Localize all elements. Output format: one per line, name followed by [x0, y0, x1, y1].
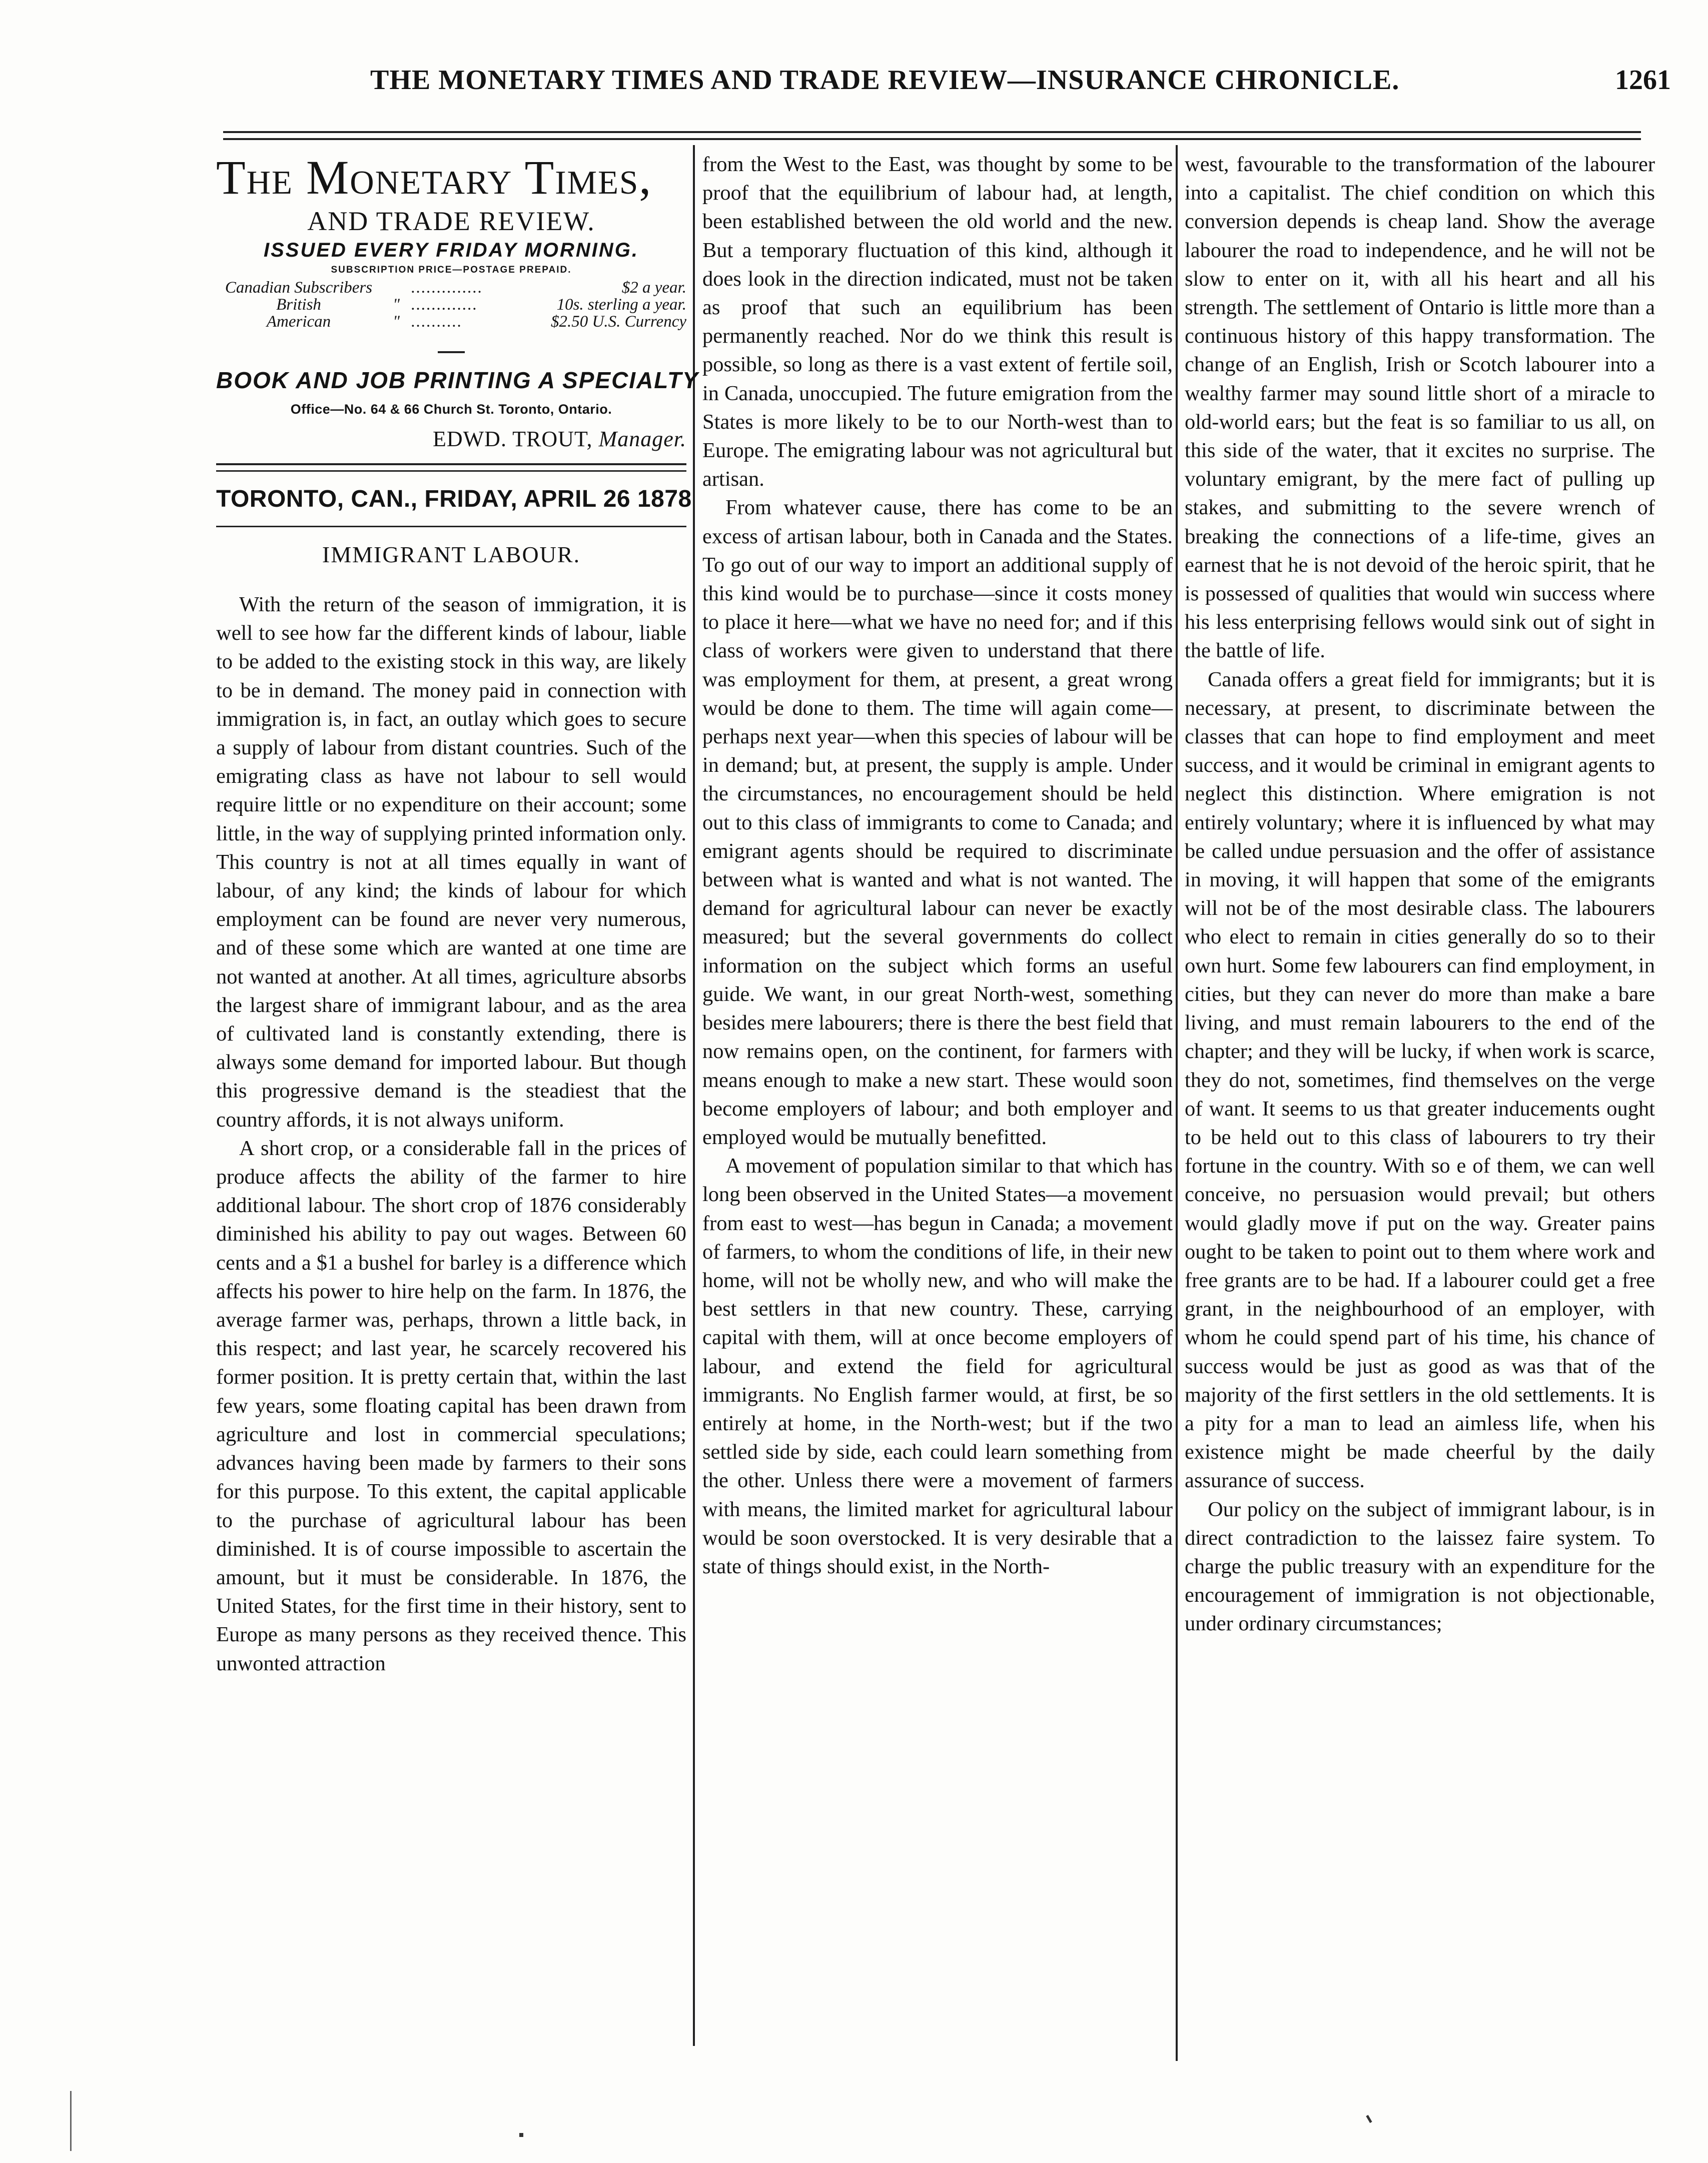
rate-price: $2 a year. — [621, 279, 686, 297]
article-paragraph: A movement of population similar to that which has long been observed in the United States—a movement from east to west—has begun in Canada; a movement of farmers, to whom the conditions of life, in their new home, will not be wholly new, and who will make the best settlers in that new country. These, carrying capital with them, will at once become employers of labour, and extend the field for agricultural immigrants. No English farmer would, at first, be so entirely at home, in the North-west; but if the two settled side by side, each could learn something from the other. Unless there were a movement of farmers with means, the limited market for agricultural labour would be soon overstocked. It is very desirable that a state of things should exist, in the North- — [702, 1154, 1173, 1578]
rate-ditto — [381, 279, 411, 296]
print-speck — [1366, 2115, 1372, 2123]
rate-ditto: " — [393, 313, 400, 331]
rate-row — [216, 296, 686, 313]
page-number: 1261 — [1615, 65, 1671, 96]
rate-price: $2.50 U.S. Currency — [551, 313, 686, 331]
rate-label: British — [276, 296, 321, 314]
masthead — [216, 150, 699, 454]
manager-title: Manager. — [598, 427, 686, 451]
office-address: Office—No. 64 & 66 Church St. Toronto, Ontario. — [290, 402, 612, 417]
article-paragraph: Our policy on the subject of immigrant labour, is in direct contradiction to the laissez faire system. To charge the public treasury with an expenditure for the encouragement of immigration is not objectionable, under ordinary circumstances; — [1185, 1497, 1655, 1636]
running-header — [220, 64, 1671, 109]
article-paragraph: from the West to the East, was thought by some to be proof that the equilibrium of labour had, at length, been established between the old world and the new. But a temporary fluctuation of this kind, although it does look in the direction indicated, must not be taken as proof that such an equilibrium has been permanently reached. Nor do we think this result is possible, so long as there is a vast extent of fertile soil, in Canada, unoccupied. The future emigration from the States is more likely to be to our North-west than to Europe. The emigrating labour was not agricultural but artisan. — [702, 153, 1173, 491]
printing-notice: BOOK AND JOB PRINTING A SPECIALTY — [216, 367, 699, 393]
dateline-rule — [216, 526, 686, 527]
rate-label: American — [266, 313, 331, 331]
manager-name: EDWD. TROUT, — [433, 427, 599, 451]
rate-leader: .............. — [411, 279, 483, 297]
subscription-heading: SUBSCRIPTION PRICE—POSTAGE PREPAID. — [331, 265, 572, 275]
masthead-title: The Monetary Times, — [216, 151, 652, 204]
rate-row — [216, 313, 686, 330]
rate-ditto: " — [393, 296, 400, 314]
rate-label: Canadian Subscribers — [225, 279, 373, 297]
masthead-issued: ISSUED EVERY FRIDAY MORNING. — [263, 239, 639, 261]
column-3 — [1185, 150, 1655, 1638]
article-paragraph: west, favourable to the transformation of the labourer into a capitalist. The chief condition on which this conversion depends is cheap land. Show the average labourer the road to independence, and he will not be slow to enter on it, with all his heart and all his strength. The settlement of Ontario is little more than a continuous history of this happy transformation. The change of an English, Irish or Scotch labourer into a wealthy farmer may sound little short of a miracle to old-world ears; but the feat is so familiar to us all, on this side of the water, that it excites no surprise. The voluntary emigrant, by the mere fact of pulling up stakes, and submitting to the severe wrench of breaking the connections of a life-time, gives an earnest that he is not devoid of the heroic spirit, that he is possessed of qualities that would win success where his less enterprising fellows would sink out of sight in the battle of life. — [1185, 153, 1655, 663]
article-paragraph: With the return of the season of immigration, it is well to see how far the different kinds of labour, liable to be added to the existing stock in this way, are likely to be in demand. The money paid in connection with immigration is, in fact, an outlay which goes to secure a supply of labour from distant countries. Such of the emigrating class as have not labour to sell would require little or no expenditure on their account; some little, in the way of supplying printed information only. This country is not at all times equally in want of labour, of any kind; the kinds of labour for which employment can be found are never very numerous, and of these some which are wanted at one time are not wanted at another. At all times, agriculture absorbs the largest share of immigrant labour, and as the area of cultivated land is constantly extending, there is always some demand for imported labour. But though this progressive demand is the steadiest that the country affords, it is not always uniform. — [216, 593, 686, 1132]
dateline: TORONTO, CAN., FRIDAY, APRIL 26 1878 — [216, 486, 692, 512]
article-paragraph: A short crop, or a considerable fall in the prices of produce affects the ability of the farmer to hire additional labour. The short crop of 1876 considerably diminished his ability to pay out wages. Between 60 cents and a $1 a bushel for barley is a difference which affects his power to hire help on the farm. In 1876, the average farmer was, perhaps, thrown a little back, in this respect; and last year, he scarcely recovered his former position. It is pretty certain that, within the last few years, some floating capital has been drawn from agriculture and lost in commercial speculations; advances having been made by farmers to their sons for this purpose. To this extent, the capital applicable to the purchase of agricultural labour has been diminished. It is of course impossible to ascertain the amount, but it must be considerable. In 1876, the United States, for the first time in their history, sent to Europe as many persons as they received thence. This unwonted attraction — [216, 1136, 686, 1675]
column-2 — [702, 150, 1173, 1581]
column-1 — [216, 150, 699, 1678]
masthead-rule — [216, 463, 686, 472]
header-rule — [223, 131, 1641, 140]
article-heading: IMMIGRANT LABOUR. — [322, 542, 581, 567]
column-rule-left — [693, 145, 695, 2046]
print-speck — [519, 2133, 523, 2137]
article-paragraph: From whatever cause, there has come to be an excess of artisan labour, both in Canada and the States. To go out of our way to import an additional supply of this kind would be to purchase—since it costs money to place it here—what we have no need for; and if this class of workers were given to understand that there was employment for them, at present, a great wrong would be done to them. The time will again come—perhaps next year—when this species of labour will be in demand; but, at present, the supply is ample. Under the circumstances, no encouragement should be held out to this class of immigrants to come to Canada; and emigrant agents should be required to discriminate between what is wanted and what is not wanted. The demand for agricultural labour can never be exactly measured; but the several governments do collect information on the subject which forms an useful guide. We want, in our great North-west, something besides mere labourers; there is there the best field that now remains open, on the continent, for farmers with means enough to make a new start. These would soon become employers of labour; and both employer and employed would be mutually benefitted. — [702, 496, 1173, 1149]
masthead-subtitle: AND TRADE REVIEW. — [307, 206, 595, 236]
rate-row — [216, 279, 686, 296]
running-title: THE MONETARY TIMES AND TRADE REVIEW—INSURANCE CHRONICLE. — [370, 65, 1400, 96]
manager-line — [216, 424, 686, 454]
article-paragraph: Canada offers a great field for immigrants; but it is necessary, at present, to discriminate between the classes that can hope to find employment and meet success, and it would be criminal in emigrant agents to neglect this distinction. Where emigration is not entirely voluntary; where it is influenced by what may be called undue persuasion and the offer of assistance in moving, it will happen that some of the emigrants will not be of the most desirable class. The labourers who elect to remain in cities generally do so to their own hurt. Some few labourers can find employment, in cities, but they can never do more than make a bare living, and must remain labourers to the end of the chapter; and they will be lucky, if when work is scarce, they do not, sometimes, find themselves on the verge of want. It seems to us that greater inducements ought to be held out to this class of labourers to try their fortune in the country. With so e of them, we can well conceive, no persuasion would prevail; but others would gladly move if put on the way. Greater pains ought to be taken to point out to them where work and free grants are to be had. If a labourer could get a free grant, in the neighbourhood of an employer, with whom he could spend part of his time, his chance of success would be just as good as was that of the majority of the first settlers in the old settlements. It is a pity for a man to lead an aimless life, when his existence might be made cheerful by the daily assurance of success. — [1185, 667, 1655, 1493]
rate-leader: ............. — [411, 296, 478, 314]
column-rule-right — [1176, 145, 1178, 2061]
short-rule — [438, 351, 465, 353]
subscription-rates — [216, 279, 686, 330]
print-speck — [70, 2091, 72, 2151]
rate-price: 10s. sterling a year. — [556, 296, 686, 314]
rate-leader: .......... — [411, 313, 463, 331]
